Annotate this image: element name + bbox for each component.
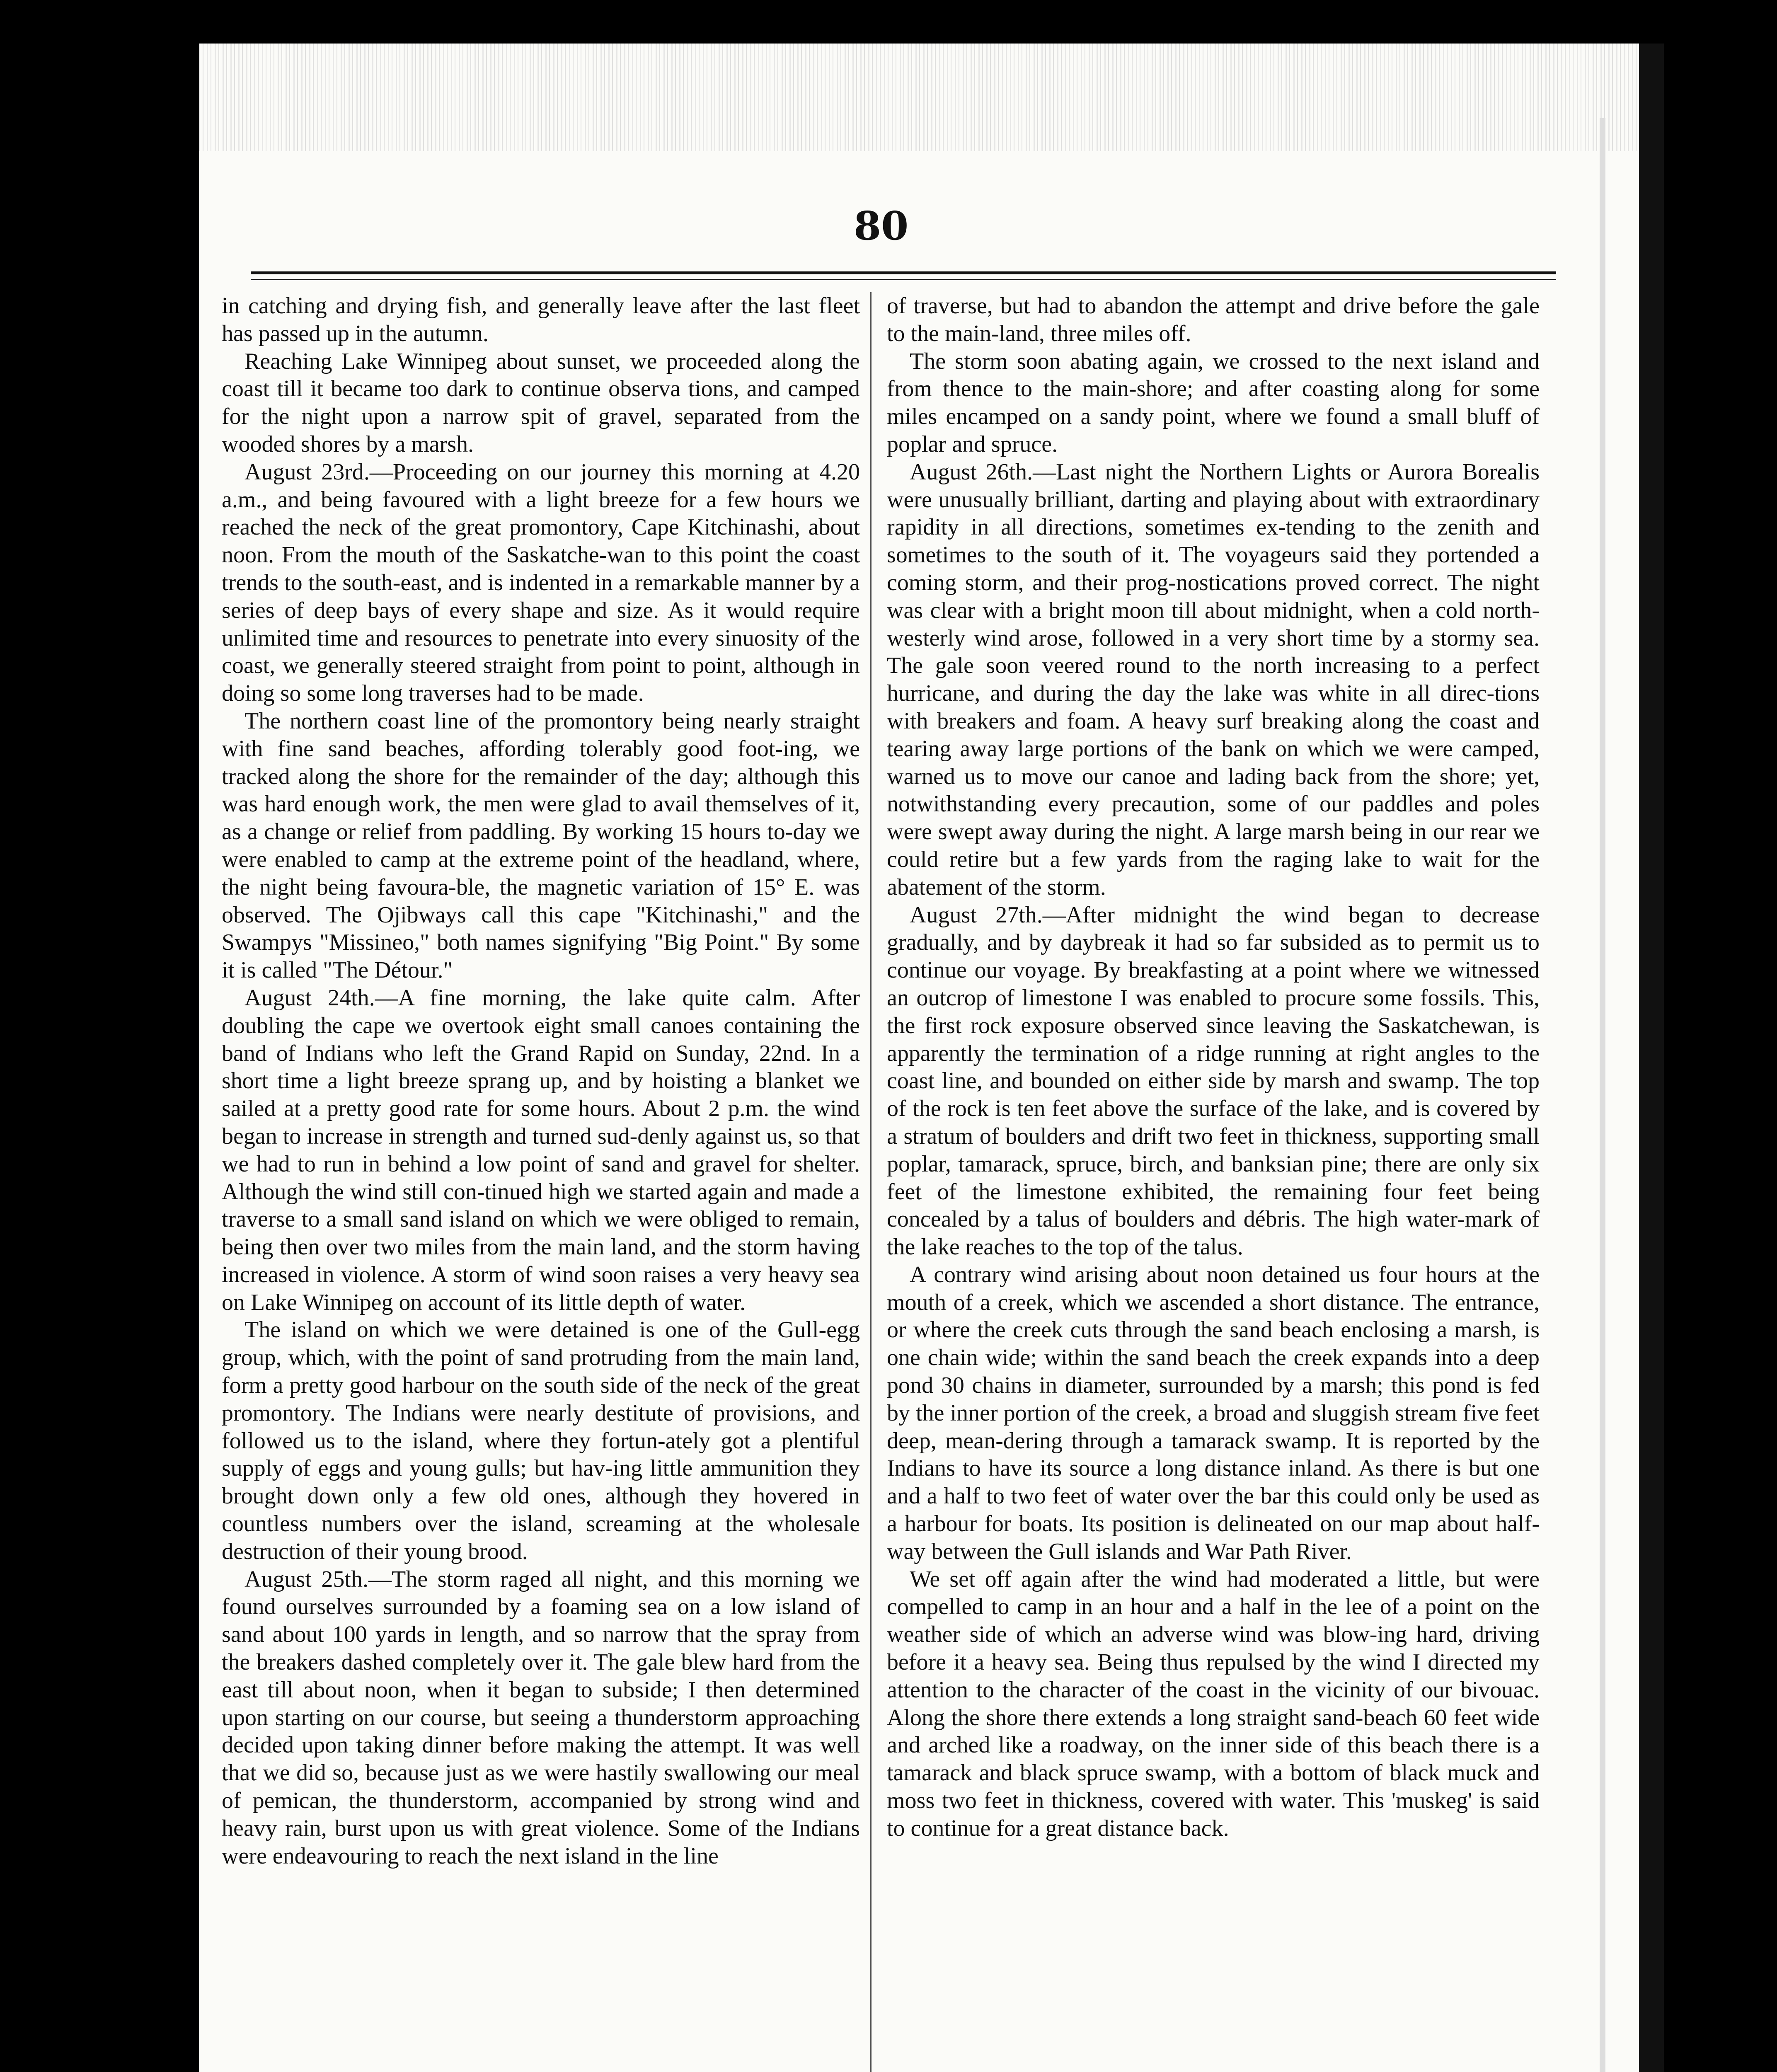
paragraph: The northern coast line of the promontory being nearly straight with fine sand beaches, affording tolerably good foot-ing, we tracked along the shore for the remainder of the day; although this was hard enough work, the men were glad to avail themselves of it, as a change or relief from paddling. By working 15 hours to-day we were enabled to camp at the extreme point of the headland, where, the night being favoura-ble, the magnetic variation of 15° E. was observed. The Ojibways call this cape "Kitchinashi," and the Swampys "Missineo," both names signifying "Big Point." By some it is called "The Détour." bbox=[222, 708, 860, 983]
paragraph: August 27th.—After midnight the wind began to decrease gradually, and by daybreak it had so far subsided as to permit us to continue our voyage. By breakfasting at a point where we witnessed an outcrop of limestone I was enabled to procure some fossils. This, the first rock exposure observed since leaving the Saskatchewan, is apparently the termination of a ridge running at right angles to the coast line, and bounded on either side by marsh and swamp. The top of the rock is ten feet above the surface of the lake, and is covered by a stratum of boulders and drift two feet in thickness, supporting small poplar, tamarack, spruce, birch, and banksian pine; there are only six feet of the limestone exhibited, the remaining four feet being concealed by a talus of boulders and débris. The high water-mark of the lake reaches to the top of the talus. bbox=[887, 902, 1540, 1260]
scan-edge bbox=[1639, 44, 1664, 2072]
header-rule bbox=[251, 271, 1556, 274]
paragraph: The storm soon abating again, we crossed to the next island and from thence to the main-shore; and after coasting along for some miles encamped on a sandy point, where we found a small bluff of poplar and spruce. bbox=[887, 348, 1540, 457]
paragraph: We set off again after the wind had moderated a little, but were compelled to camp in an hour and a half in the lee of a point on the weather side of which an adverse wind was blow-ing hard, driving before it a heavy sea. Being thus repulsed by the wind I directed my attention to the character of the coast in the vicinity of our bivouac. Along the shore there extends a long straight sand-beach 60 feet wide and arched like a roadway, on the inner side of this beach there is a tamarack and black spruce swamp, with a bottom of black muck and moss two feet in thickness, covered with water. This 'muskeg' is said to continue for a great distance back. bbox=[887, 1566, 1540, 1841]
page-number: 80 bbox=[854, 203, 909, 249]
paragraph: in catching and drying fish, and generally leave after the last fleet has passed up in the autumn. bbox=[222, 293, 860, 346]
paragraph: August 25th.—The storm raged all night, and this morning we found ourselves surrounded by a foaming sea on a low island of sand about 100 yards in length, and so narrow that the spray from the breakers dashed completely over it. The gale blew hard from the east till about noon, when it began to subside; I then determined upon starting on our course, but seeing a thunderstorm approaching decided upon taking dinner before making the attempt. It was well that we did so, because just as we were hastily swallowing our meal of pemican, the thunderstorm, accompanied by strong wind and heavy rain, burst upon us with great violence. Some of the Indians were endeavouring to reach the next island in the line bbox=[222, 1566, 860, 1869]
left-column bbox=[222, 292, 860, 1870]
scanned-page bbox=[199, 44, 1664, 2072]
scan-edge-shadow bbox=[1600, 118, 1605, 2072]
paragraph: August 24th.—A fine morning, the lake quite calm. After doubling the cape we overtook eight small canoes containing the band of Indians who left the Grand Rapid on Sunday, 22nd. In a short time a light breeze sprang up, and by hoisting a blanket we sailed at a pretty good rate for some hours. About 2 p.m. the wind began to increase in strength and turned sud-denly against us, so that we had to run in behind a low point of sand and gravel for shelter. Although the wind still con-tinued high we started again and made a traverse to a small sand island on which we were obliged to remain, being then over two miles from the main land, and the storm having increased in violence. A storm of wind soon raises a very heavy sea on Lake Winnipeg on account of its little depth of water. bbox=[222, 985, 860, 1315]
header-rule-thin bbox=[251, 279, 1556, 280]
paragraph: August 23rd.—Proceeding on our journey this morning at 4.20 a.m., and being favoured with a light breeze for a few hours we reached the neck of the great promontory, Cape Kitchinashi, about noon. From the mouth of the Saskatche-wan to this point the coast trends to the south-east, and is indented in a remarkable manner by a series of deep bays of every shape and size. As it would require unlimited time and resources to penetrate into every sinuosity of the coast, we generally steered straight from point to point, although in doing so some long traverses had to be made. bbox=[222, 459, 860, 707]
right-column bbox=[887, 292, 1540, 1842]
scan-noise bbox=[199, 44, 1664, 151]
paragraph: Reaching Lake Winnipeg about sunset, we proceeded along the coast till it became too dark to continue observa tions, and camped for the night upon a narrow spit of gravel, separated from the wooded shores by a marsh. bbox=[222, 348, 860, 457]
paragraph: The island on which we were detained is one of the Gull-egg group, which, with the point of sand protruding from the main land, form a pretty good harbour on the south side of the neck of the great promontory. The Indians were nearly destitute of provisions, and followed us to the island, where they fortun-ately got a plentiful supply of eggs and young gulls; but hav-ing little ammunition they brought down only a few old ones, although they hovered in countless numbers over the island, screaming at the wholesale destruction of their young brood. bbox=[222, 1317, 860, 1564]
paragraph: of traverse, but had to abandon the attempt and drive before the gale to the main-land, three miles off. bbox=[887, 293, 1540, 346]
paragraph: August 26th.—Last night the Northern Lights or Aurora Borealis were unusually brilliant, darting and playing about with extraordinary rapidity in all directions, sometimes ex-tending to the zenith and sometimes to the south of it. The voyageurs said they portended a coming storm, and their prog-nostications proved correct. The night was clear with a bright moon till about midnight, when a cold north-westerly wind arose, followed in a very short time by a stormy sea. The gale soon veered round to the north increasing to a perfect hurricane, and during the day the lake was white in all direc-tions with breakers and foam. A heavy surf breaking along the coast and tearing away large portions of the bank on which we were camped, warned us to move our canoe and lading back from the shore; yet, notwithstanding every precaution, some of our paddles and poles were swept away during the night. A large marsh being in our rear we could retire but a few yards from the raging lake to wait for the abatement of the storm. bbox=[887, 459, 1540, 900]
paragraph: A contrary wind arising about noon detained us four hours at the mouth of a creek, which we ascended a short distance. The entrance, or where the creek cuts through the sand beach enclosing a marsh, is one chain wide; within the sand beach the creek expands into a deep pond 30 chains in diameter, surrounded by a marsh; this pond is fed by the inner portion of the creek, a broad and sluggish stream five feet deep, mean-dering through a tamarack swamp. It is reported by the Indians to have its source a long distance inland. As there is but one and a half to two feet of water over the bar this could only be used as a harbour for boats. Its position is delineated on our map about half-way between the Gull islands and War Path River. bbox=[887, 1261, 1540, 1564]
column-divider bbox=[870, 292, 872, 2072]
